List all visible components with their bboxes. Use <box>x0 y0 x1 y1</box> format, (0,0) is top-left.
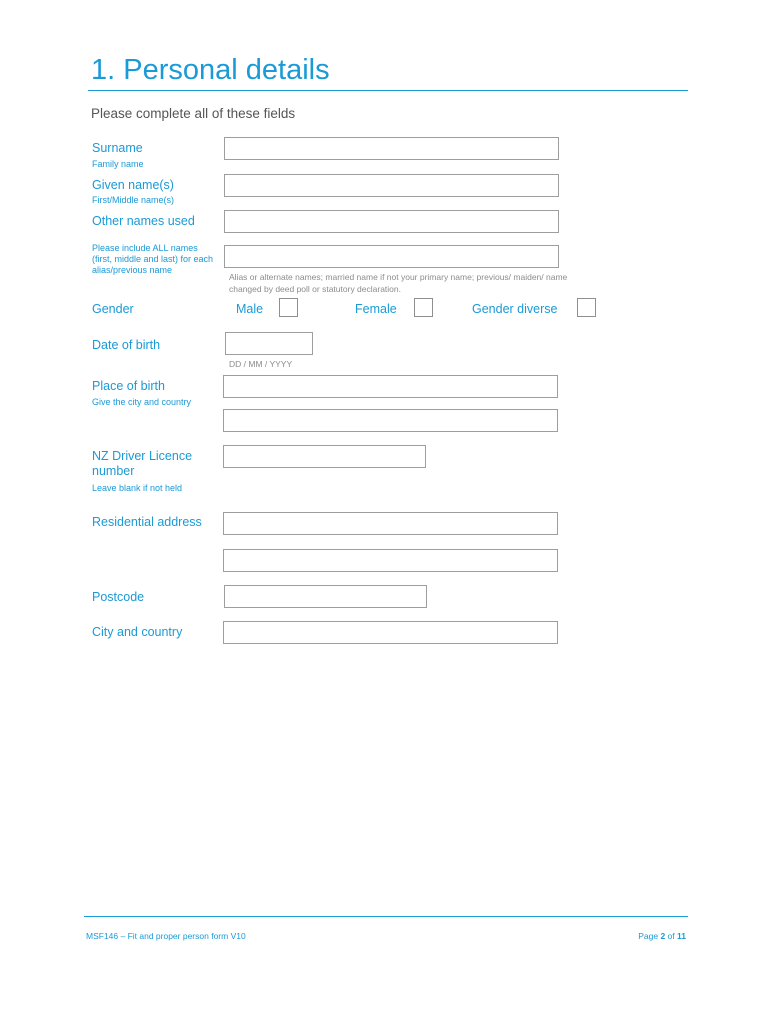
dob-hint: DD / MM / YYYY <box>229 359 293 369</box>
gender-female-checkbox[interactable] <box>414 298 433 317</box>
postcode-label: Postcode <box>92 590 145 604</box>
page-number <box>638 931 686 941</box>
intro-text: Please complete all of these fields <box>91 106 296 121</box>
gender-diverse-checkbox[interactable] <box>577 298 596 317</box>
place-of-birth-field-2[interactable] <box>223 409 558 432</box>
given-name-label: Given name(s) <box>92 178 174 192</box>
gender-diverse-label: Gender diverse <box>472 302 558 316</box>
dob-label: Date of birth <box>92 338 161 352</box>
gender-male-label: Male <box>236 302 264 316</box>
licence-sub: Leave blank if not held <box>92 483 183 493</box>
surname-field[interactable] <box>224 137 559 160</box>
other-names-field[interactable] <box>224 210 559 233</box>
surname-sub: Family name <box>92 159 144 169</box>
surname-label: Surname <box>92 141 143 155</box>
page-total: 11 <box>677 931 686 941</box>
footer-form-name: MSF146 – Fit and proper person form V10 <box>86 931 246 941</box>
place-of-birth-label: Place of birth <box>92 379 165 393</box>
other-names-sub: Please include ALL names (first, middle and last) for each alias/previous name <box>92 243 214 275</box>
postcode-field[interactable] <box>224 585 427 608</box>
page-current: 2 <box>660 931 666 941</box>
other-names-label: Other names used <box>92 214 195 228</box>
licence-label-line1: NZ Driver Licence <box>92 449 193 463</box>
city-label: City and country <box>92 625 183 639</box>
footer-divider <box>84 916 688 917</box>
address-label: Residential address <box>92 515 202 529</box>
gender-label: Gender <box>92 302 134 316</box>
gender-male-checkbox[interactable] <box>279 298 298 317</box>
place-of-birth-field-1[interactable] <box>223 375 558 398</box>
address-field-1[interactable] <box>223 512 558 535</box>
city-field[interactable] <box>223 621 558 644</box>
page-of: of <box>665 931 677 941</box>
given-name-sub: First/Middle name(s) <box>92 195 175 205</box>
licence-label-line2: number <box>92 464 135 478</box>
place-of-birth-sub: Give the city and country <box>92 397 192 407</box>
alias-note: Alias or alternate names; married name if not your primary name; previous/ maiden/ name changed by deed poll or statutory declaration. <box>229 272 568 294</box>
alias-field[interactable] <box>224 245 559 268</box>
address-field-2[interactable] <box>223 549 558 572</box>
dob-field[interactable] <box>225 332 313 355</box>
page-prefix: Page <box>638 931 661 941</box>
title-divider <box>88 90 688 91</box>
gender-female-label: Female <box>355 302 397 316</box>
page-title: 1. Personal details <box>91 54 330 86</box>
licence-field[interactable] <box>223 445 426 468</box>
given-name-field[interactable] <box>224 174 559 197</box>
